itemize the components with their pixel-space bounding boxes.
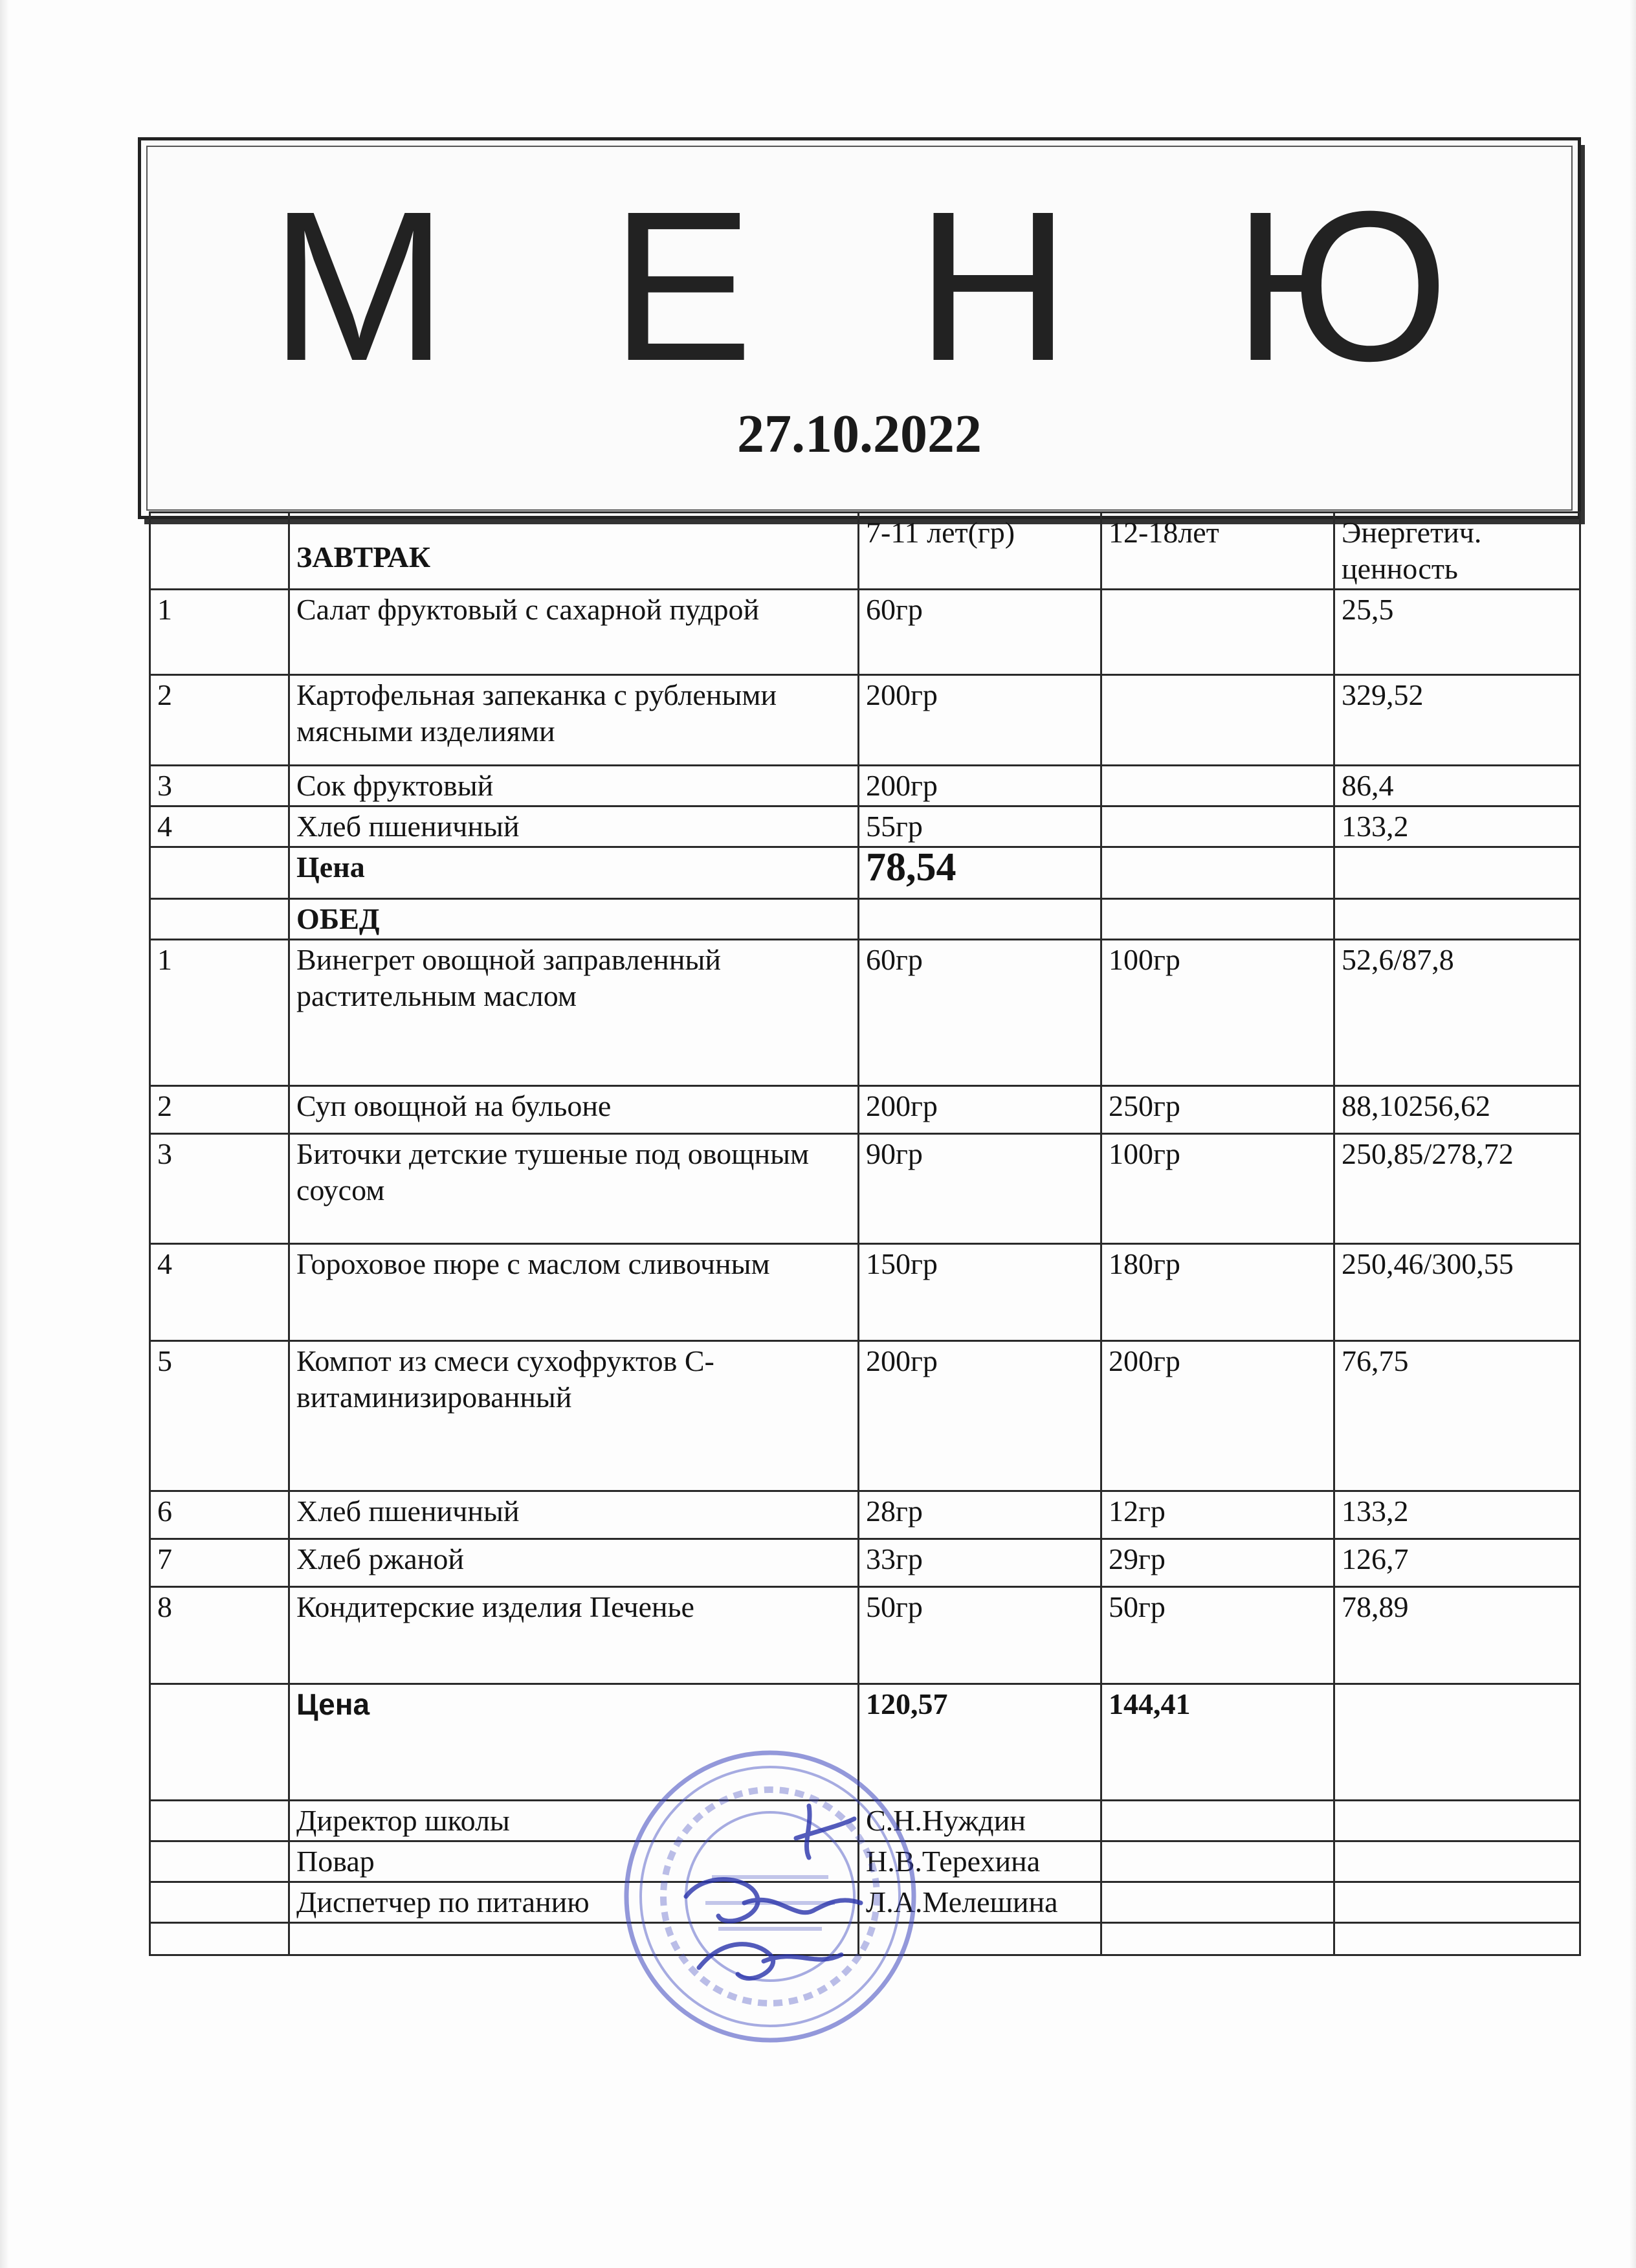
energy-value: 250,46/300,55 xyxy=(1334,1244,1580,1341)
portion-7-11: 50гр xyxy=(859,1587,1101,1684)
portion-12-18: 12гр xyxy=(1101,1491,1334,1539)
dish-name: Винегрет овощной заправленный растительным маслом xyxy=(289,940,859,1086)
portion-7-11: 28гр xyxy=(859,1491,1101,1539)
lunch-row xyxy=(150,1086,1580,1134)
empty-cell xyxy=(1334,1923,1580,1955)
item-number: 2 xyxy=(150,1086,289,1134)
item-number: 5 xyxy=(150,1341,289,1491)
portion-12-18 xyxy=(1101,766,1334,806)
empty-cell xyxy=(1101,1801,1334,1841)
signature-name: С.Н.Нуждин xyxy=(859,1801,1101,1841)
empty-cell xyxy=(150,1684,289,1801)
empty-cell xyxy=(150,847,289,899)
portion-7-11: 200гр xyxy=(859,1086,1101,1134)
energy-value: 52,6/87,8 xyxy=(1334,940,1580,1086)
portion-7-11: 90гр xyxy=(859,1134,1101,1244)
empty-cell xyxy=(1101,1882,1334,1923)
energy-value: 86,4 xyxy=(1334,766,1580,806)
empty-cell xyxy=(859,899,1101,940)
portion-7-11: 200гр xyxy=(859,675,1101,766)
portion-7-11: 200гр xyxy=(859,766,1101,806)
empty-cell xyxy=(1334,847,1580,899)
empty-cell xyxy=(1334,1882,1580,1923)
portion-7-11: 33гр xyxy=(859,1539,1101,1587)
item-number: 1 xyxy=(150,940,289,1086)
empty-cell xyxy=(1334,1684,1580,1801)
col-age-7-11: 7-11 лет(гр) xyxy=(859,513,1101,590)
empty-cell xyxy=(1101,899,1334,940)
lunch-price-7-11: 120,57 xyxy=(859,1684,1101,1801)
item-number: 7 xyxy=(150,1539,289,1587)
portion-7-11: 60гр xyxy=(859,940,1101,1086)
portion-12-18: 100гр xyxy=(1101,940,1334,1086)
col-age-12-18: 12-18лет xyxy=(1101,513,1334,590)
breakfast-row xyxy=(150,806,1580,847)
breakfast-header-row xyxy=(150,513,1580,590)
energy-value: 133,2 xyxy=(1334,806,1580,847)
dish-name: Хлеб пшеничный xyxy=(289,1491,859,1539)
item-number: 1 xyxy=(150,590,289,675)
portion-12-18 xyxy=(1101,806,1334,847)
dish-name: Хлеб ржаной xyxy=(289,1539,859,1587)
breakfast-row xyxy=(150,590,1580,675)
energy-value: 250,85/278,72 xyxy=(1334,1134,1580,1244)
item-number: 6 xyxy=(150,1491,289,1539)
lunch-row xyxy=(150,1587,1580,1684)
breakfast-price-label: Цена xyxy=(289,847,859,899)
lunch-row xyxy=(150,1244,1580,1341)
lunch-row xyxy=(150,940,1580,1086)
page-title: М Е Н Ю xyxy=(270,166,1501,405)
empty-cell xyxy=(1334,899,1580,940)
portion-12-18: 250гр xyxy=(1101,1086,1334,1134)
energy-value: 25,5 xyxy=(1334,590,1580,675)
dish-name: Сок фруктовый xyxy=(289,766,859,806)
item-number: 4 xyxy=(150,1244,289,1341)
dish-name: Суп овощной на бульоне xyxy=(289,1086,859,1134)
energy-value: 126,7 xyxy=(1334,1539,1580,1587)
breakfast-price-row xyxy=(150,847,1580,899)
breakfast-heading: ЗАВТРАК xyxy=(289,513,859,590)
lunch-price-12-18: 144,41 xyxy=(1101,1684,1334,1801)
dish-name: Хлеб пшеничный xyxy=(289,806,859,847)
portion-12-18: 50гр xyxy=(1101,1587,1334,1684)
portion-12-18: 180гр xyxy=(1101,1244,1334,1341)
portion-12-18 xyxy=(1101,590,1334,675)
empty-cell xyxy=(1334,1841,1580,1882)
empty-cell xyxy=(150,899,289,940)
header-num-cell xyxy=(150,513,289,590)
dish-name: Компот из смеси сухофруктов С-витаминизированный xyxy=(289,1341,859,1491)
empty-cell xyxy=(1334,1801,1580,1841)
energy-value: 329,52 xyxy=(1334,675,1580,766)
scan-edge-left xyxy=(0,0,9,2268)
portion-7-11: 55гр xyxy=(859,806,1101,847)
col-energy: Энергетич. ценность xyxy=(1334,513,1580,590)
dish-name: Кондитерские изделия Печенье xyxy=(289,1587,859,1684)
energy-value: 78,89 xyxy=(1334,1587,1580,1684)
item-number: 2 xyxy=(150,675,289,766)
dish-name: Гороховое пюре с маслом сливочным xyxy=(289,1244,859,1341)
signature-role: Повар xyxy=(289,1841,859,1882)
empty-cell xyxy=(150,1923,289,1955)
energy-value: 88,10256,62 xyxy=(1334,1086,1580,1134)
empty-cell xyxy=(1101,1841,1334,1882)
dish-name: Салат фруктовый с сахарной пудрой xyxy=(289,590,859,675)
signature-role: Директор школы xyxy=(289,1801,859,1841)
lunch-header-row xyxy=(150,899,1580,940)
signature-name: Л.А.Мелешина xyxy=(859,1882,1101,1923)
handwritten-signature-icon xyxy=(647,1799,893,2007)
dish-name: Биточки детские тушеные под овощным соусом xyxy=(289,1134,859,1244)
lunch-heading: ОБЕД xyxy=(289,899,859,940)
item-number: 8 xyxy=(150,1587,289,1684)
scan-edge-right xyxy=(1630,0,1636,2268)
menu-table xyxy=(149,511,1581,1956)
portion-12-18: 29гр xyxy=(1101,1539,1334,1587)
signature-role: Диспетчер по питанию xyxy=(289,1882,859,1923)
breakfast-row xyxy=(150,766,1580,806)
lunch-row xyxy=(150,1539,1580,1587)
empty-cell xyxy=(150,1841,289,1882)
dish-name: Картофельная запеканка с рублеными мясными изделиями xyxy=(289,675,859,766)
energy-value: 76,75 xyxy=(1334,1341,1580,1491)
portion-12-18: 200гр xyxy=(1101,1341,1334,1491)
portion-7-11: 60гр xyxy=(859,590,1101,675)
portion-12-18: 100гр xyxy=(1101,1134,1334,1244)
empty-cell xyxy=(150,1801,289,1841)
lunch-row xyxy=(150,1134,1580,1244)
signature-name: Н.В.Терехина xyxy=(859,1841,1101,1882)
portion-7-11: 150гр xyxy=(859,1244,1101,1341)
empty-cell xyxy=(1101,847,1334,899)
empty-cell xyxy=(1101,1923,1334,1955)
lunch-row xyxy=(150,1491,1580,1539)
header-box xyxy=(138,137,1581,519)
item-number: 4 xyxy=(150,806,289,847)
item-number: 3 xyxy=(150,766,289,806)
empty-cell xyxy=(150,1882,289,1923)
lunch-row xyxy=(150,1341,1580,1491)
item-number: 3 xyxy=(150,1134,289,1244)
portion-12-18 xyxy=(1101,675,1334,766)
breakfast-price: 78,54 xyxy=(859,847,1101,899)
breakfast-row xyxy=(150,675,1580,766)
energy-value: 133,2 xyxy=(1334,1491,1580,1539)
portion-7-11: 200гр xyxy=(859,1341,1101,1491)
lunch-price-label: Цена xyxy=(289,1684,859,1801)
menu-date: 27.10.2022 xyxy=(737,404,982,464)
